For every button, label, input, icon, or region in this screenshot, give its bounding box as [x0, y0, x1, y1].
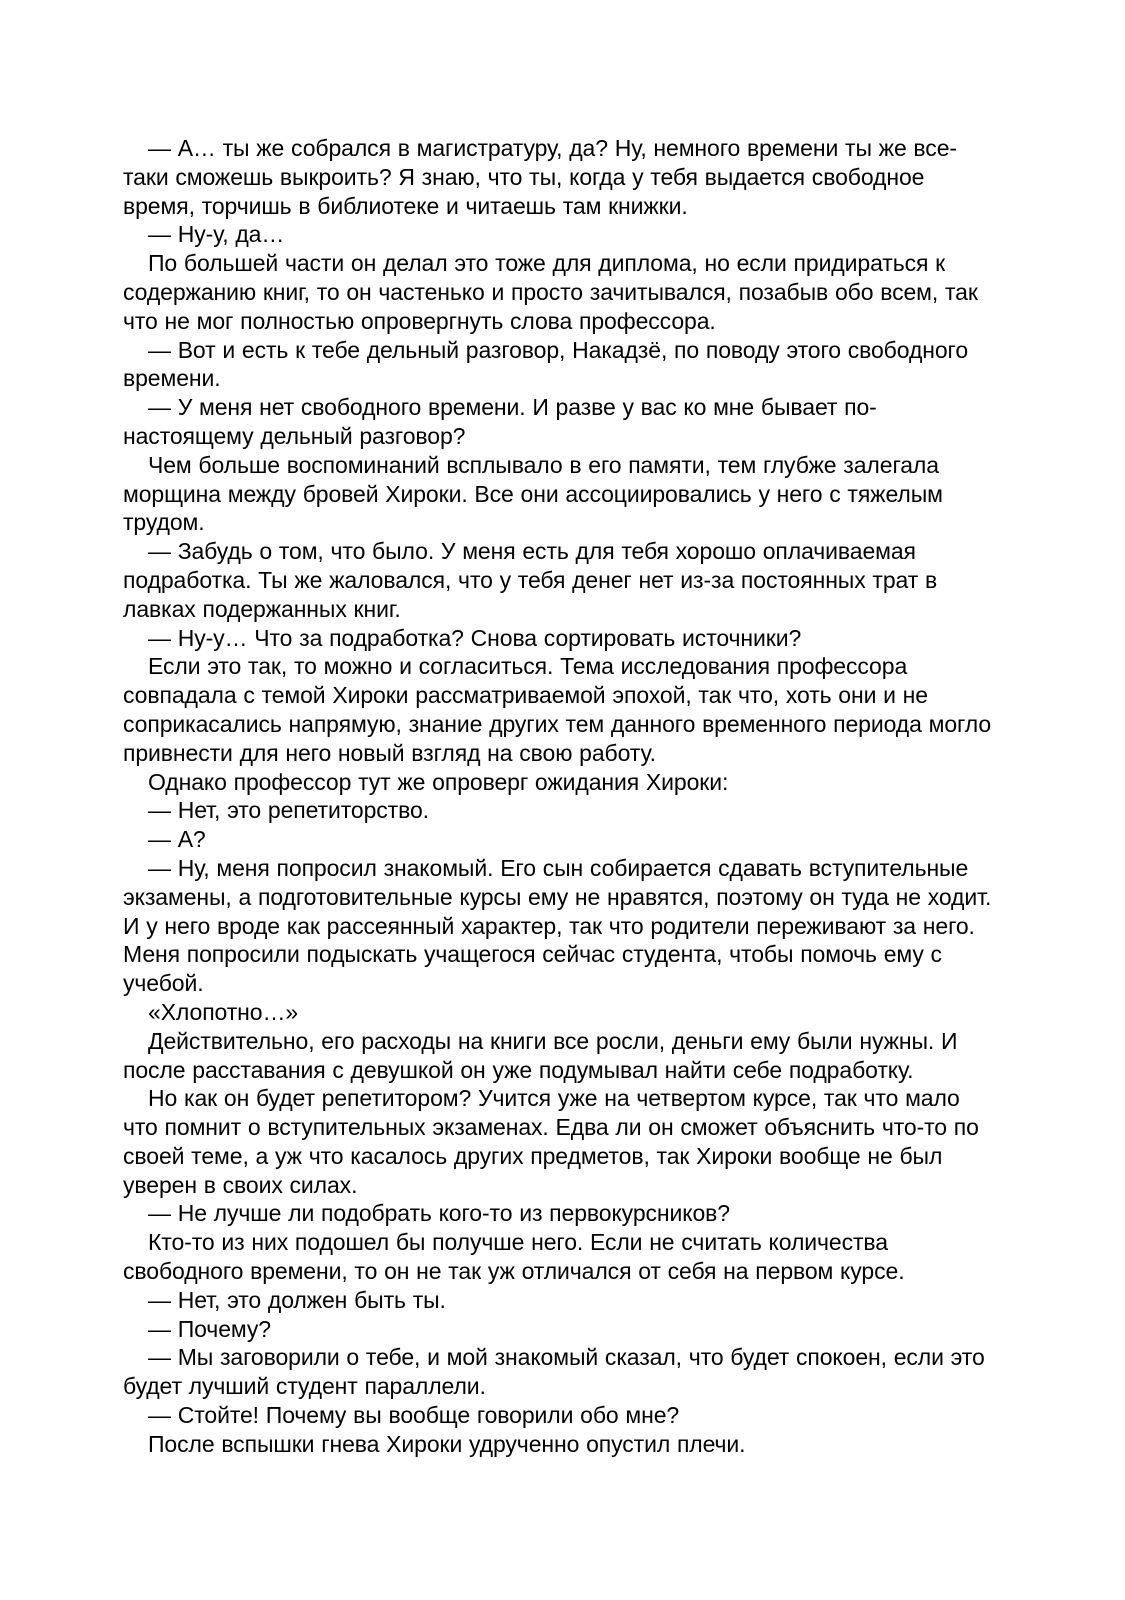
paragraph: — Не лучше ли подобрать кого-то из первокурсников?	[148, 1200, 730, 1227]
paragraph: — А?	[148, 826, 206, 853]
paragraph: Если это так, то можно и согласиться. Тема исследования профессора совпадала с темой Хироки рассматриваемой эпохой, так что, хоть они и не соприкасались напрямую, знание других тем данного временного периода могло привнести для него новый взгляд на свою работу.	[123, 653, 992, 766]
book-page-text	[123, 134, 995, 1459]
paragraph: Кто-то из них подошел бы получше него. Если не считать количества свободного времени, то он не так уж отличался от себя на первом курсе.	[123, 1229, 905, 1285]
paragraph: Чем больше воспоминаний всплывало в его памяти, тем глубже залегала морщина между бровей Хироки. Все они ассоциировались у него с тяжелым трудом.	[123, 451, 943, 536]
paragraph: — Ну-у… Что за подработка? Снова сортировать источники?	[148, 624, 802, 651]
paragraph: — А… ты же собрался в магистратуру, да? Ну, немного времени ты же все-таки сможешь выкроить? Я знаю, что ты, когда у тебя выдается свободное время, торчишь в библиотеке и читаешь там книжки.	[123, 135, 957, 219]
paragraph: Действительно, его расходы на книги все росли, деньги ему были нужны. И после расставания с девушкой он уже подумывал найти себе подработку.	[123, 1027, 958, 1083]
paragraph: — У меня нет свободного времени. И разве у вас ко мне бывает по-настоящему дельный разговор?	[123, 394, 877, 449]
paragraph: — Стойте! Почему вы вообще говорили обо мне?	[148, 1402, 680, 1429]
paragraph: — Мы заговорили о тебе, и мой знакомый сказал, что будет спокоен, если это будет лучший студент параллели.	[123, 1344, 985, 1400]
paragraph: Но как он будет репетитором? Учится уже на четвертом курсе, так что мало что помнит о вступительных экзаменах. Едва ли он сможет объяснить что-то по своей теме, а уж что касалось других предметов, так Хироки вообще не был уверен в своих силах.	[123, 1085, 979, 1198]
paragraph: — Ну, меня попросил знакомый. Его сын собирается сдавать вступительные экзамены, а подготовительные курсы ему не нравятся, поэтому он туда не ходит. И у него вроде как рассеянный характер, так что родители переживают за него. Меня попросили подыскать учащегося сейчас студента, чтобы помочь ему с учебой.	[123, 854, 992, 997]
paragraph: Однако профессор тут же опроверг ожидания Хироки:	[148, 768, 729, 795]
paragraph: — Забудь о том, что было. У меня есть для тебя хорошо оплачиваемая подработка. Ты же жаловался, что у тебя денег нет из-за постоянных трат в лавках подержанных книг.	[123, 538, 938, 622]
paragraph: «Хлопотно…»	[148, 998, 299, 1025]
paragraph: — Нет, это репетиторство.	[148, 797, 429, 824]
paragraph: — Нет, это должен быть ты.	[148, 1286, 446, 1313]
paragraph: По большей части он делал это тоже для диплома, но если придираться к содержанию книг, то он частенько и просто зачитывался, позабыв обо всем, так что не мог полностью опровергнуть слова профессора.	[123, 250, 978, 334]
paragraph: — Почему?	[148, 1315, 271, 1342]
paragraph: После вспышки гнева Хироки удрученно опустил плечи.	[148, 1430, 746, 1457]
paragraph: — Ну-у, да…	[148, 221, 285, 248]
paragraph: — Вот и есть к тебе дельный разговор, Накадзё, по поводу этого свободного времени.	[123, 336, 969, 392]
